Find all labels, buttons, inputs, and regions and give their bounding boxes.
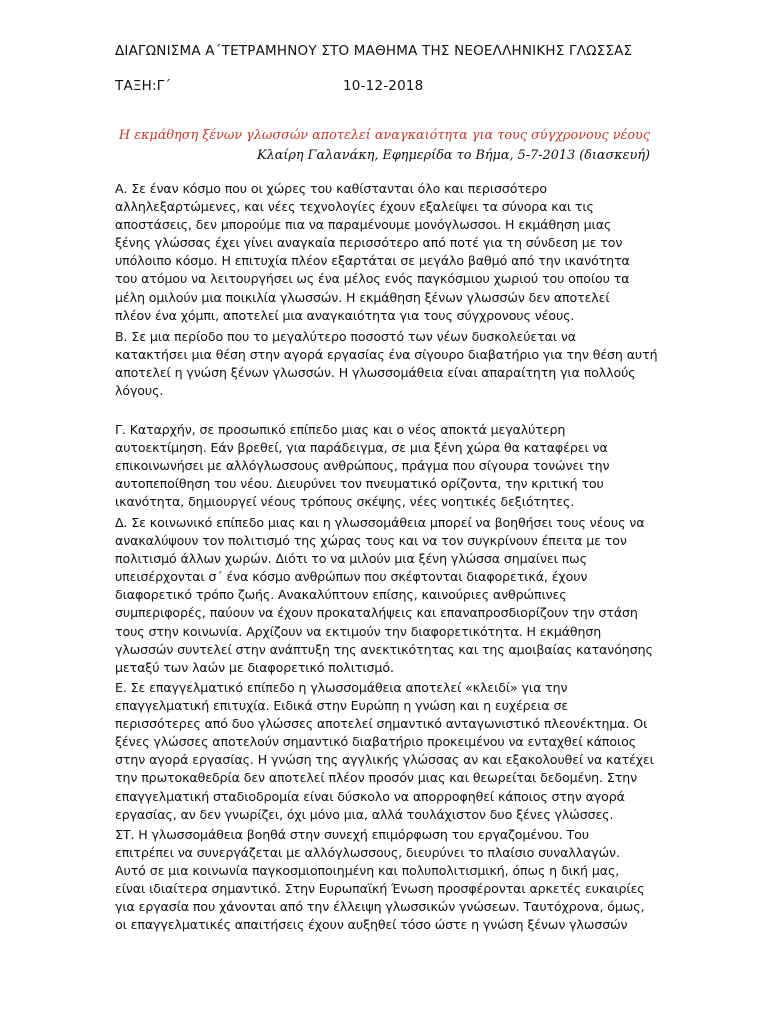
text-line: πολιτισμό άλλων χωρών. Διότι το να μιλούν μια ξένη γλώσσα σημαίνει πως: [115, 551, 587, 567]
paragraph-d: [115, 514, 657, 677]
text-line: αλληλεξαρτώμενες, και νέες τεχνολογίες έχουν εξαλείψει τα σύνορα και τις: [115, 199, 594, 215]
text-line: επαγγελματική επιτυχία. Ειδικά στην Ευρώπη η γνώση και η ευχέρεια σε: [115, 698, 569, 714]
text-line: για εργασία που χάνονται από την έλλειψη γλωσσικών γνώσεων. Ταυτόχρονα, όμως,: [115, 899, 645, 915]
text-line: συμπεριφορές, παύουν να έχουν προκαταλήψεις και επαναπροσδιορίζουν την στάση: [115, 605, 638, 621]
text-line: μέλη ομιλούν μια ποικιλία γλωσσών. Η εκμάθηση ξένων γλωσσών δεν αποτελεί: [115, 289, 610, 305]
text-line: λόγους.: [115, 383, 164, 399]
article-source: Κλαίρη Γαλανάκη, Εφημερίδα το Βήμα, 5-7-2013 (διασκευή): [257, 148, 650, 163]
text-line: εργασίας, αν δεν γνωρίζει, όχι μόνο μια, αλλά τουλάχιστον δυο ξένες γλώσσες.: [115, 806, 614, 822]
text-line: ικανότητα, δημιουργεί νέους τρόπους σκέψης, νέες νοητικές δεξιότητες.: [115, 494, 575, 510]
article-title: Η εκμάθηση ξένων γλωσσών αποτελεί αναγκαιότητα για τους σύγχρονους νέους: [118, 128, 650, 143]
text-line: επαγγελματική σταδιοδρομία είναι δύσκολο να απορροφηθεί κάποιος στην αγορά: [115, 788, 625, 804]
text-line: οι επαγγελματικές απαιτήσεις έχουν αυξηθεί τόσο ώστε η γνώση ξένων γλωσσών: [115, 917, 628, 933]
text-line: Γ. Καταρχήν, σε προσωπικό επίπεδο μιας και ο νέος αποκτά μεγαλύτερη: [115, 422, 566, 437]
paragraph-a: [115, 180, 657, 325]
text-line: ξένες γλώσσες αποτελούν σημαντικό διαβατήριο προκειμένου να ενταχθεί κάποιος: [115, 734, 637, 750]
text-line: τους στην κοινωνία. Αρχίζουν να εκτιμούν την διαφορετικότητα. Η εκμάθηση: [115, 623, 602, 639]
text-line: γλωσσών συντελεί στην ανάπτυξη της ανεκτικότητας και της αμοιβαίας κατανόησης: [115, 641, 653, 657]
text-line: ανακαλύψουν τον πολιτισμό της χώρας τους και να τον συγκρίνουν έπειτα με τον: [115, 533, 627, 549]
text-line: ξένης γλώσσας έχει γίνει αναγκαία περισσότερο από ποτέ για τη σύνδεση με τον: [115, 235, 623, 251]
exam-title: ΔΙΑΓΩΝΙΣΜΑ Α΄ΤΕΤΡΑΜΗΝΟΥ ΣΤΟ ΜΑΘΗΜΑ ΤΗΣ ΝΕΟΕΛΛΗΝΙΚΗΣ ΓΛΩΣΣΑΣ: [115, 43, 633, 59]
class-label: ΤΑΞΗ:Γ΄: [115, 78, 172, 94]
text-line: είναι ιδιαίτερα σημαντικό. Στην Ευρωπαϊκή Ένωση προσφέρονται αρκετές ευκαιρίες: [115, 881, 645, 897]
text-line: Δ. Σε κοινωνικό επίπεδο μιας και η γλωσσομάθεια μπορεί να βοηθήσει τους νέους να: [115, 515, 645, 530]
text-line: επικοινωνήσει με αλλόγλωσσους ανθρώπους, πράγμα που σίγουρα τονώνει την: [115, 458, 610, 474]
text-line: αποστάσεις, δεν μπορούμε πια να παραμένουμε μονόγλωσσοι. Η εκμάθηση μιας: [115, 217, 612, 233]
text-line: επιτρέπει να συνεργάζεται με αλλόγλωσσους, διευρύνει το πλαίσιο συναλλαγών.: [115, 845, 620, 861]
paragraph-st: [115, 826, 657, 935]
paragraph-b: [115, 328, 657, 400]
text-line: Αυτό σε μια κοινωνία παγκοσμιοποιημένη και πολυπολιτισμική, όπως η δική μας,: [115, 863, 620, 879]
text-line: κατακτήσει μια θέση στην αγορά εργασίας ένα σίγουρο διαβατήριο για την θέση αυτή: [115, 347, 657, 363]
text-line: περισσότερες από δυο γλώσσες αποτελεί σημαντικό ανταγωνιστικό πλεονέκτημα. Οι: [115, 716, 648, 732]
text-line: πλέον ένα χόμπι, αποτελεί μια αναγκαιότητα για τους σύγχρονους νέους.: [115, 307, 575, 323]
text-line: Α. Σε έναν κόσμο που οι χώρες του καθίστανται όλο και περισσότερο: [115, 181, 548, 196]
text-line: την πρωτοκαθεδρία δεν αποτελεί πλέον προσόν μιας και θεωρείται δεδομένη. Στην: [115, 770, 638, 786]
text-line: Β. Σε μια περίοδο που το μεγαλύτερο ποσοστό των νέων δυσκολεύεται να: [115, 329, 577, 344]
text-line: αυτοεκτίμηση. Εάν βρεθεί, για παράδειγμα, σε μια ξένη χώρα θα καταφέρει να: [115, 440, 608, 456]
text-line: αυτοπεποίθηση του νέου. Διευρύνει τον πνευματικό ορίζοντα, την κριτική του: [115, 476, 604, 492]
text-line: αποτελεί η γνώση ξένων γλωσσών. Η γλωσσομάθεια είναι απαραίτητη για πολλούς: [115, 365, 636, 381]
text-line: διαφορετικό τρόπο ζωής. Ανακαλύπτουν επίσης, καινούριες ανθρώπινες: [115, 587, 567, 603]
class-and-date-line: [115, 78, 424, 94]
text-line: υπόλοιπο κόσμο. Η επιτυχία πλέον εξαρτάται σε μεγάλο βαθμό από την ικανότητα: [115, 253, 630, 269]
text-line: μεταξύ των λαών με διαφορετικό πολιτισμό.: [115, 659, 394, 675]
paragraph-c: [115, 421, 657, 511]
text-line: Ε. Σε επαγγελματικό επίπεδο η γλωσσομάθεια αποτελεί «κλειδί» για την: [115, 680, 568, 695]
paragraph-e: [115, 679, 657, 824]
text-line: υπεισέρχονται σ΄ ένα κόσμο ανθρώπων που σκέφτονται διαφορετικά, έχουν: [115, 569, 588, 585]
exam-date: 10-12-2018: [343, 78, 424, 94]
text-line: στην αγορά εργασίας. Η γνώση της αγγλικής γλώσσας αν και εξακολουθεί να κατέχει: [115, 752, 654, 768]
text-line: του ατόμου να λειτουργήσει ως ένα μέλος ενός παγκόσμιου χωριού του οποίου τα: [115, 271, 630, 287]
text-line: ΣΤ. Η γλωσσομάθεια βοηθά στην συνεχή επιμόρφωση του εργαζομένου. Του: [115, 827, 589, 842]
